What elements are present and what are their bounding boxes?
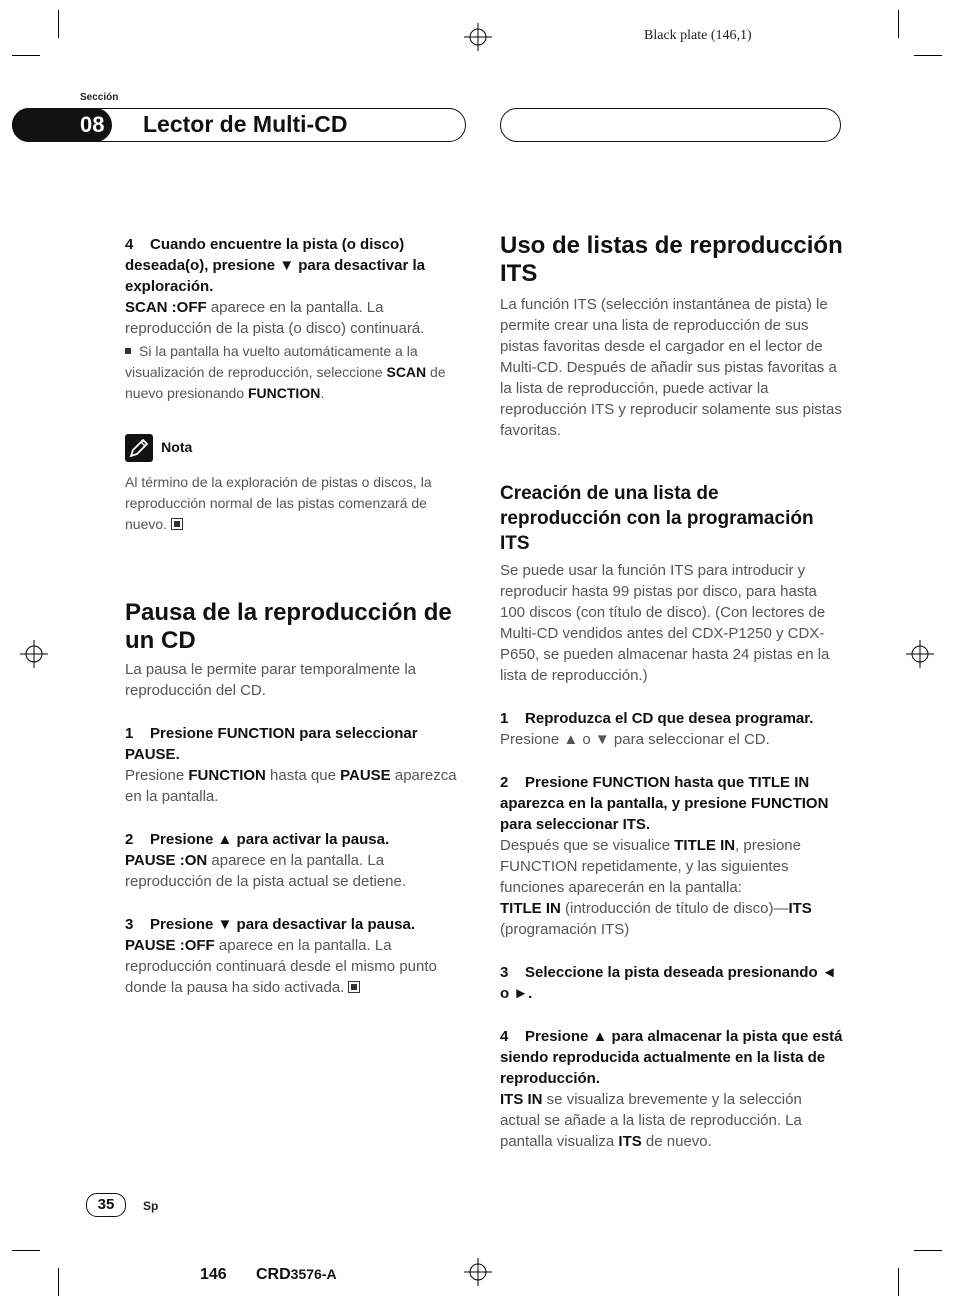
its-sub-heading: Creación de una lista de reproducción con la programación ITS [500, 483, 814, 554]
crop-mark [58, 1268, 59, 1296]
registration-mark-icon [464, 1258, 492, 1286]
crop-mark [58, 10, 59, 38]
pausa-step-2-title: 2 Presione ▲ para activar la pausa. [125, 831, 390, 848]
its-step-3-title: 3 Seleccione la pista deseada presionando ◄ o ►. [500, 964, 837, 1002]
plate-number: 146 [200, 1266, 227, 1283]
its-step-4-title: 4 Presione ▲ para almacenar la pista que está siendo reproducida actualmente en la lista de reproducción. [500, 1028, 843, 1087]
pausa-intro: La pausa le permite parar temporalmente la reproducción del CD. [125, 661, 416, 699]
pausa-heading: Pausa de la reproducción de un CD [125, 599, 452, 654]
right-column [500, 232, 845, 1152]
step-4-body: SCAN :OFF aparece en la pantalla. La reproducción de la pista (o disco) continuará. [125, 299, 425, 337]
pausa-step-3-title: 3 Presione ▼ para desactivar la pausa. [125, 916, 415, 933]
model-number: CRD3576-A [256, 1266, 337, 1283]
its-intro: La función ITS (selección instantánea de pista) le permite crear una lista de reproducción de sus pistas favoritas desde el cargador en el lector de Multi-CD. Después de añadir sus pistas favoritas a la lista de reproducción, puede activar la reproducción ITS y reproducir solamente sus pistas favoritas. [500, 296, 842, 439]
section-number: 08 [12, 108, 112, 142]
pausa-step-2-body: PAUSE :ON aparece en la pantalla. La reproducción de la pista actual se detiene. [125, 852, 407, 890]
bullet-icon [125, 348, 131, 354]
end-mark-icon [348, 981, 360, 993]
crop-mark [12, 55, 40, 56]
crop-mark [898, 1268, 899, 1296]
its-sub-intro: Se puede usar la función ITS para introducir y reproducir hasta 99 pistas por disco, para hasta 100 discos (con título de disco). (Con lectores de Multi-CD vendidos antes del CDX-P1250 y CDX-P650, se pueden almacenar hasta 24 pistas en la lista de reproducción.) [500, 562, 830, 684]
left-column [125, 234, 470, 998]
section-label: Sección [80, 92, 119, 103]
its-step-1-title: 1 Reproduzca el CD que desea programar. [500, 710, 814, 727]
plate-label: Black plate (146,1) [644, 28, 752, 43]
nota-header [125, 434, 470, 462]
step-4-bullet: Si la pantalla ha vuelto automáticamente a la visualización de reproducción, seleccione SCAN de nuevo presionando FUNCTION. [125, 343, 446, 401]
step-4-title: 4 Cuando encuentre la pista (o disco) deseada(o), presione ▼ para desactivar la exploración. [125, 236, 425, 295]
its-step-1-body: Presione ▲ o ▼ para seleccionar el CD. [500, 731, 770, 748]
section-title: Lector de Multi-CD [143, 111, 348, 137]
section-title-frame-right [500, 108, 841, 142]
its-step-4-body: ITS IN se visualiza brevemente y la selección actual se añade a la lista de reproducción. La pantalla visualiza ITS de nuevo. [500, 1091, 802, 1150]
its-heading: Uso de listas de reproducción ITS [500, 232, 843, 287]
pausa-step-1-body: Presione FUNCTION hasta que PAUSE aparezca en la pantalla. [125, 767, 457, 805]
page-number: 35 [86, 1193, 126, 1217]
crop-mark [898, 10, 899, 38]
pausa-step-3-body: PAUSE :OFF aparece en la pantalla. La reproducción continuará desde el mismo punto donde la pausa ha sido activada. [125, 937, 437, 996]
its-step-2-body: Después que se visualice TITLE IN, presione FUNCTION repetidamente, y las siguientes funciones aparecerán en la pantalla: TITLE IN (introducción de título de disco)—ITS (programación ITS) [500, 837, 812, 938]
registration-mark-icon [906, 640, 934, 668]
crop-mark [914, 1250, 942, 1251]
end-mark-icon [171, 518, 183, 530]
registration-mark-icon [20, 640, 48, 668]
its-step-2-title: 2 Presione FUNCTION hasta que TITLE IN aparezca en la pantalla, y presione FUNCTION para seleccionar ITS. [500, 774, 829, 833]
nota-text: Al término de la exploración de pistas o discos, la reproducción normal de las pistas comenzará de nuevo. [125, 474, 432, 532]
crop-mark [12, 1250, 40, 1251]
crop-mark [914, 55, 942, 56]
pausa-step-1-title: 1 Presione FUNCTION para seleccionar PAUSE. [125, 725, 418, 763]
registration-mark-icon [464, 23, 492, 51]
note-pencil-icon [125, 434, 153, 462]
language-label: Sp [143, 1199, 159, 1213]
nota-label: Nota [161, 438, 193, 455]
